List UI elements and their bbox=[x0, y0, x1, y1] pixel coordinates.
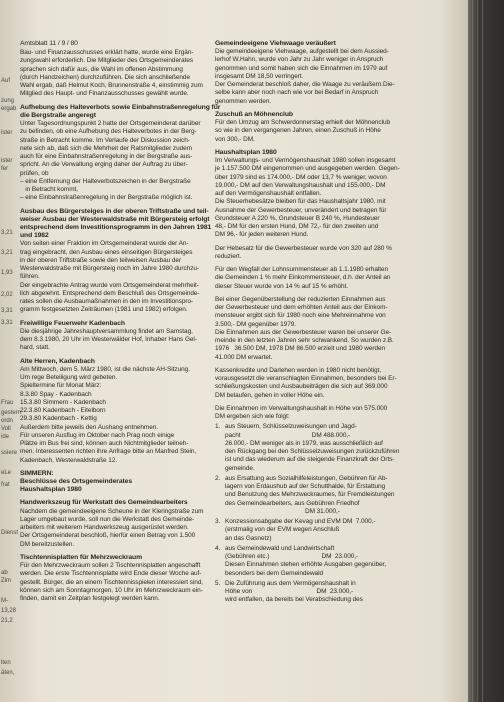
text-line: die Bergstraße angeregt bbox=[20, 111, 96, 119]
text-line: können sich am Sonntagmorgen, 10 Uhr im Mehrzweckraum ein- bbox=[20, 586, 203, 594]
text-line: – eine Einbahnstraßenregelung in der Bergstraße möglich ist. bbox=[20, 194, 193, 202]
text-line: Konzessionsabgabe der Kevag und EVM DM 7.000,- bbox=[225, 518, 376, 526]
text-line: Mitglied des Haupt- und Finanzausschusses gewählt wurde. bbox=[20, 90, 189, 98]
item-text bbox=[225, 475, 425, 516]
text-line: Für den Wegfall der Lohnsummensteuer ab 1.1.1980 erhalten bbox=[215, 266, 389, 274]
text-line: 29.3.80 Kadenbach - Kettig bbox=[20, 415, 97, 423]
text-line: lich abgelehnt. Entsprechend dem Beschluß des Ortsgemeinde- bbox=[20, 289, 200, 297]
text-line: men. Interessenten richten ihre Anfrage bitte an Manfred Stein, bbox=[20, 448, 197, 456]
text-line: lerhof W.Hahn, wurde von Jahr zu Jahr weniger in Anspruch bbox=[215, 56, 384, 64]
text-line: dieser Steuer wurde von 14 % auf 15 % erhöht. bbox=[215, 282, 349, 290]
text-line: 48,- DM für den ersten Hund, DM 72,- für den zweiten und bbox=[215, 223, 379, 231]
gegenueber-text bbox=[215, 296, 425, 362]
einnahmen-list bbox=[215, 423, 425, 604]
text-line: mensteuer ergibt sich für 1980 noch eine Mehreinnahme von bbox=[215, 312, 386, 320]
text-line: in der oberen Triftstraße sowie den teilweisen Ausbau der bbox=[20, 256, 182, 264]
text-line: Die diesjährige Jahreshauptversammlung findet am Samstag, bbox=[20, 327, 193, 335]
text-line: Freiwillige Feuerwehr Kadenbach bbox=[20, 319, 125, 327]
section-heading bbox=[20, 320, 206, 328]
page-header: Amtsblatt 11 / 9 / 80 bbox=[20, 40, 78, 47]
right-column bbox=[215, 40, 425, 605]
text-line: aus Ersattung aus Sozialhilfeleistungen, Gebühren für Ab- bbox=[225, 474, 388, 482]
text-line: auch für eine Einbahnstraßenregelung in der Bergstraße aus- bbox=[20, 153, 193, 161]
text-line: 26.000,- DM weniger als in 1979, was ausschließlich auf bbox=[225, 439, 383, 447]
text-line: DM belaufen, gehen in voller Höhe ein. bbox=[215, 391, 325, 399]
text-line: Alte Herren, Kadenbach bbox=[20, 357, 95, 365]
text-line: rates sollen die Ausbaumaßnahmen in den im Investitionspro- bbox=[20, 298, 194, 306]
text-line: Die Steuerhebesätze bleiben für das Haushaltsjahr 1980, mit bbox=[215, 198, 386, 206]
text-line: Kadenbach, Westerwaldstraße 12. bbox=[20, 456, 118, 464]
text-line: Spieltermine für Monat März: bbox=[20, 382, 102, 390]
item-text bbox=[225, 518, 425, 543]
text-line: Grundsteuer A 220 %, Grundsteuer B 240 %, Hundesteuer bbox=[215, 214, 380, 222]
text-line: weiser Ausbau der Westerwaldstraße mit Bürgersteig erfolgt bbox=[20, 215, 210, 223]
text-line: Am Mittwoch, dem 5. März 1980, ist die nächste AH-Sitzung. bbox=[20, 365, 190, 373]
text-line: insgesamt DM 18,50 verringert. bbox=[215, 72, 304, 80]
text-line: 19.000,- DM auf den Verwaltungshaushalt und 155.000,- DM bbox=[215, 181, 386, 189]
list-item bbox=[215, 475, 425, 516]
text-line: wird entfallen, da bereits bei Verabschiedung des bbox=[225, 596, 363, 604]
text-line: Aufhebung des Halteverbots sowie Einbahnstraßenregelung für bbox=[20, 103, 221, 111]
text-line: schließungskosten und Ausbaubeiträgen die sich auf 369.000 bbox=[215, 383, 388, 391]
text-line: Für den Mehrzweckraum sollen 2 Tischtennisplatten angeschafft bbox=[20, 562, 201, 570]
text-line: gestellt. Bürger, die an einem Tischtennisspielen interessiert sind, bbox=[20, 578, 204, 586]
text-line: werden. Die erste Tischtennisplatte wird Ende dieser Woche auf- bbox=[20, 570, 202, 578]
text-line: Lager umgebaut wurde, soll nun die Werkstatt des Gemeinde- bbox=[20, 515, 195, 523]
text-line: Um rege Beteiligung wird gebeten. bbox=[20, 374, 118, 382]
list-item bbox=[215, 580, 425, 605]
text-line: Der Gemeinderat beschloß daher, die Waage zu veräußern.Die- bbox=[215, 81, 395, 89]
viehwaage-heading: Gemeindeeigene Viehwaage veräußert bbox=[215, 40, 336, 47]
text-line: 22.3.80 Kadenbach - Eitelborn bbox=[20, 407, 106, 415]
paragraph bbox=[20, 120, 206, 203]
list-item bbox=[215, 423, 425, 473]
section-heading bbox=[20, 499, 206, 507]
text-line: lagern von Erdaushub auf der Schutthalde, für Erstattung bbox=[225, 483, 386, 491]
paragraph bbox=[20, 328, 206, 353]
text-line: Höhe von DM 23.000,- bbox=[225, 588, 354, 596]
text-line: Kassenkredite und Darlehen werden in 1980 nicht benötigt, bbox=[215, 366, 382, 374]
text-line: 41.000 DM erwartet. bbox=[215, 353, 273, 361]
text-line: arbeiters mit weiterem Handwerkszeug ausgerüstet werden. bbox=[20, 524, 189, 532]
list-item bbox=[215, 545, 425, 578]
text-line: straße in Betracht komme. Im Verlaufe der Diskussion zeich- bbox=[20, 136, 190, 144]
text-line: und 1982 bbox=[20, 232, 49, 240]
text-line: nete sich ab, daß sich die Mehrheit der Ratsmitglieder zudem bbox=[20, 144, 192, 152]
text-line: DM bereitzustellen. bbox=[20, 540, 75, 548]
text-line: Für den Umzug am Schwerdonnerstag erhielt der Möhnenclub bbox=[215, 119, 391, 127]
section-heading bbox=[20, 470, 206, 495]
lohnsumme-text bbox=[215, 266, 425, 291]
text-line: (durch Handzeichen) durchzuführen. Die sich anschließende bbox=[20, 73, 190, 81]
text-line: Westerwaldstraße mit Bürgersteig noch im Jahre 1980 durchzu- bbox=[20, 265, 199, 273]
text-line: so wie in den vergangenen Jahren, einen Zuschuß in Höhe bbox=[215, 127, 381, 135]
text-line: genommen werden. bbox=[215, 97, 272, 105]
text-line: Plätze im Bus frei sind, können auch Nichtmitglieder teilneh- bbox=[20, 440, 189, 448]
text-line: 1976 36.500 DM, 1978 DM 86.500 erzielt und 1980 werden bbox=[215, 345, 386, 353]
text-line: finden, damit ein Zeitplan festgelegt werden kann. bbox=[20, 595, 160, 603]
text-line: und Benutzung des Mehrzweckraumes, für Fremdleistungen bbox=[225, 491, 395, 499]
text-line: meinde in den letzten Jahren sehr schwankend. So wurden z.B. bbox=[215, 337, 394, 345]
text-line: Für unseren Ausflug im Oktober nach Prag noch einige bbox=[20, 431, 175, 439]
paragraph bbox=[20, 366, 206, 465]
text-line: entsprechend dem Investitionsprogramm in den Jahren 1981 bbox=[20, 224, 212, 232]
text-line: Die Zuführung aus dem Vermögenshaushalt in bbox=[225, 579, 356, 587]
text-line: den Rückgang bei den Schlüsselzuweisungen zurückzuführen bbox=[225, 448, 400, 456]
item-number: 4. bbox=[215, 544, 221, 552]
einnahmen-intro bbox=[215, 405, 425, 422]
text-line: gramm festgesetzten Zeiträumen (1981 und 1982) erfolgen. bbox=[20, 306, 188, 314]
text-line: SIMMERN: bbox=[20, 469, 54, 477]
text-line: Ausnahme der Gewerbesteuer, unverändert und betragen für bbox=[215, 206, 387, 214]
haushalt-heading: Haushaltsplan 1980 bbox=[215, 148, 277, 156]
text-line: des Gemeindearbeiters, aus Gebühren Friedhof bbox=[225, 499, 360, 507]
adjacent-page-margin: Auf zung ergab ister ister fer 3,21 3,21 1,93 2,02 3,31 3,31 Frau gestern ordn Voll ide ssiere eLe frat Dienst ab Zim M- 13,28 21,2 lten äten, bbox=[1, 78, 22, 676]
text-line: trag eingebracht, den Ausbau eines einseitigen Bürgersteiges bbox=[20, 248, 193, 256]
text-line: Bau- und Finanzausschusses erklärt hatte, wurde eine Ergän- bbox=[20, 49, 194, 57]
text-line: Die Einnahmen im Verwaltungshaushalt in Höhe von 575.000 bbox=[215, 404, 388, 412]
item-text bbox=[225, 423, 425, 473]
text-line: der Gewerbesteuer und dem erhöhten Anteil aus der Einkom- bbox=[215, 304, 388, 312]
text-line: Die Einnahmen aus der Gewerbesteuer waren bei unserer Ge- bbox=[215, 328, 392, 336]
list-item bbox=[215, 518, 425, 543]
text-line: dem 8.3.1980, 20 Uhr im Westerwälder Hof, Inhaber Hans Gel- bbox=[20, 336, 197, 344]
left-column bbox=[20, 40, 221, 603]
text-line: reduziert. bbox=[215, 252, 242, 260]
text-line: pacht DM 488.000,- bbox=[225, 431, 351, 439]
kassenkredite-text bbox=[215, 367, 425, 400]
text-line: Wahl ergab, daß Helmut Koch, Brunnenstraße 4, einstimmig zum bbox=[20, 82, 203, 90]
text-line: DM 31.000,- bbox=[225, 507, 340, 515]
section-heading bbox=[20, 358, 206, 366]
text-line: Die gemeindeeigene Viehwaage, aufgestellt bei dem Aussied- bbox=[215, 48, 389, 56]
text-line: sprachen sich dafür aus, die Wahl im offenen Abstimmung bbox=[20, 65, 183, 73]
text-line: Unter Tagesordnungspunkt 2 hatte der Ortsgemeinderat darüber bbox=[20, 120, 201, 128]
text-line: besonders bei dem Gemeindewald bbox=[225, 569, 323, 577]
zuschuss-heading: Zuschuß an Möhnenclub bbox=[215, 110, 293, 118]
text-line: hard, statt. bbox=[20, 344, 50, 352]
text-line: von 300,- DM. bbox=[215, 135, 255, 143]
text-line: in Betracht kommt, bbox=[20, 186, 78, 194]
text-line: (erstmalig von der EVM wegen Anschluß bbox=[225, 526, 340, 534]
section-heading bbox=[20, 554, 206, 562]
book-edge bbox=[468, 0, 504, 702]
text-line: Handwerkszeug für Werkstatt des Gemeindearbeiters bbox=[20, 499, 188, 507]
zuschuss-text bbox=[215, 119, 425, 144]
text-line: spricht. An die Verwaltung erging daher der Auftrag zu über- bbox=[20, 161, 188, 169]
text-line: aus Gemeindewald und Landwirtschaft bbox=[225, 544, 335, 552]
text-line: Nachdem die gemeindeeigene Scheune in der Kleringstraße zum bbox=[20, 507, 204, 515]
item-text bbox=[225, 580, 425, 605]
text-line: 3.500,- DM gegenüber 1979. bbox=[215, 320, 297, 328]
text-line: – eine Entfernung der Halteverbotszeichen in der Bergstraße bbox=[20, 177, 191, 185]
paragraph bbox=[20, 240, 206, 314]
item-number: 2. bbox=[215, 474, 221, 482]
section-heading bbox=[20, 207, 212, 241]
item-number: 1. bbox=[215, 423, 221, 431]
text-line: auf den Vermögenshaushalt entfallen. bbox=[215, 190, 322, 198]
item-text bbox=[225, 545, 425, 578]
paragraph bbox=[20, 508, 206, 549]
text-line: 15.3.80 Simmern - Kadenbach bbox=[20, 398, 106, 406]
paragraph bbox=[20, 49, 206, 99]
text-line: über 1979 sind es 174.000,- DM oder 13,7 % weniger, wovon bbox=[215, 173, 387, 181]
text-line: selbe kann aber noch nach wie vor bei Bedarf in Anspruch bbox=[215, 89, 379, 97]
text-line: Im Verwaltungs- und Vermögenshaushalt 1980 sollen insgesamt bbox=[215, 157, 396, 165]
text-line: Außerdem bitte jeweils den Aushang entnehmen. bbox=[20, 423, 159, 431]
text-line: Bei einer Gegenüberstellung der reduzierten Einnahmen aus bbox=[215, 295, 386, 303]
section-heading bbox=[20, 103, 221, 120]
text-line: Diesen Einnahmen stehen erhöhte Ausgaben gegenüber, bbox=[225, 561, 387, 569]
text-line: prüfen, ob bbox=[20, 169, 49, 177]
item-number: 5. bbox=[215, 579, 221, 587]
hebesatz-text bbox=[215, 245, 425, 262]
item-number: 3. bbox=[215, 518, 221, 526]
text-line: Der Hebesatz für die Gewerbesteuer wurde von 320 auf 280 % bbox=[215, 244, 392, 252]
text-line: führen. bbox=[20, 273, 40, 281]
text-line: je 1.157.500 DM eingenommen und ausgegeben werden. Gegen- bbox=[215, 165, 400, 173]
text-line: Der eingebrachte Antrag wurde vom Ortsgemeinderat mehrheit- bbox=[20, 281, 199, 289]
text-line: vorausgesetzt die veranschlagten Einnahmen, besonders bei Er- bbox=[215, 375, 397, 383]
text-line: Beschlüsse des Ortsgemeinderates bbox=[20, 478, 133, 486]
text-line: Ausbau des Bürgersteiges in der oberen Triftstraße und teil- bbox=[20, 207, 209, 215]
text-line: Haushaltsplan 1980 bbox=[20, 486, 82, 494]
text-line: 8.3.80 Spay - Kadenbach bbox=[20, 390, 92, 398]
text-line: Tischtennisplatten für Mehrzweckraum bbox=[20, 553, 143, 561]
text-line: gemeinde. bbox=[225, 464, 255, 472]
text-line: zungswahl erforderlich. Die Mitglieder des Ortsgemeinderates bbox=[20, 57, 194, 65]
text-line: genommen und somit haben sich die Einnahmen im 1979 auf bbox=[215, 64, 388, 72]
text-line: aus Steuern, Schlüsselzuweisungen und Jagd- bbox=[225, 423, 357, 431]
text-line: zu befinden, ob eine Aufhebung des Halteverbotes in der Berg- bbox=[20, 128, 197, 136]
text-line: Der Ortsgemeinderat beschloß, hierfür einen Betrag von 1.500 bbox=[20, 532, 196, 540]
viehwaage-text bbox=[215, 48, 425, 106]
text-line: Von seiten einer Fraktion im Ortsgemeinderat wurde der An- bbox=[20, 240, 189, 248]
text-line: die Gemeinden 1 % mehr Einkommensteuer, d.h. der Anteil an bbox=[215, 274, 391, 282]
paragraph bbox=[20, 562, 206, 603]
text-line: ist und das wiederum auf die steigende Finanzkraft der Orts- bbox=[225, 456, 395, 464]
text-line: DM 96,- für jeden weiteren Hund. bbox=[215, 231, 309, 239]
text-line: an das Gasnetz) bbox=[225, 534, 272, 542]
haushalt-text bbox=[215, 157, 425, 240]
text-line: (Gebühren etc.) DM 23.000,- bbox=[225, 553, 359, 561]
text-line: DM ergeben sich wie folgt: bbox=[215, 413, 290, 421]
